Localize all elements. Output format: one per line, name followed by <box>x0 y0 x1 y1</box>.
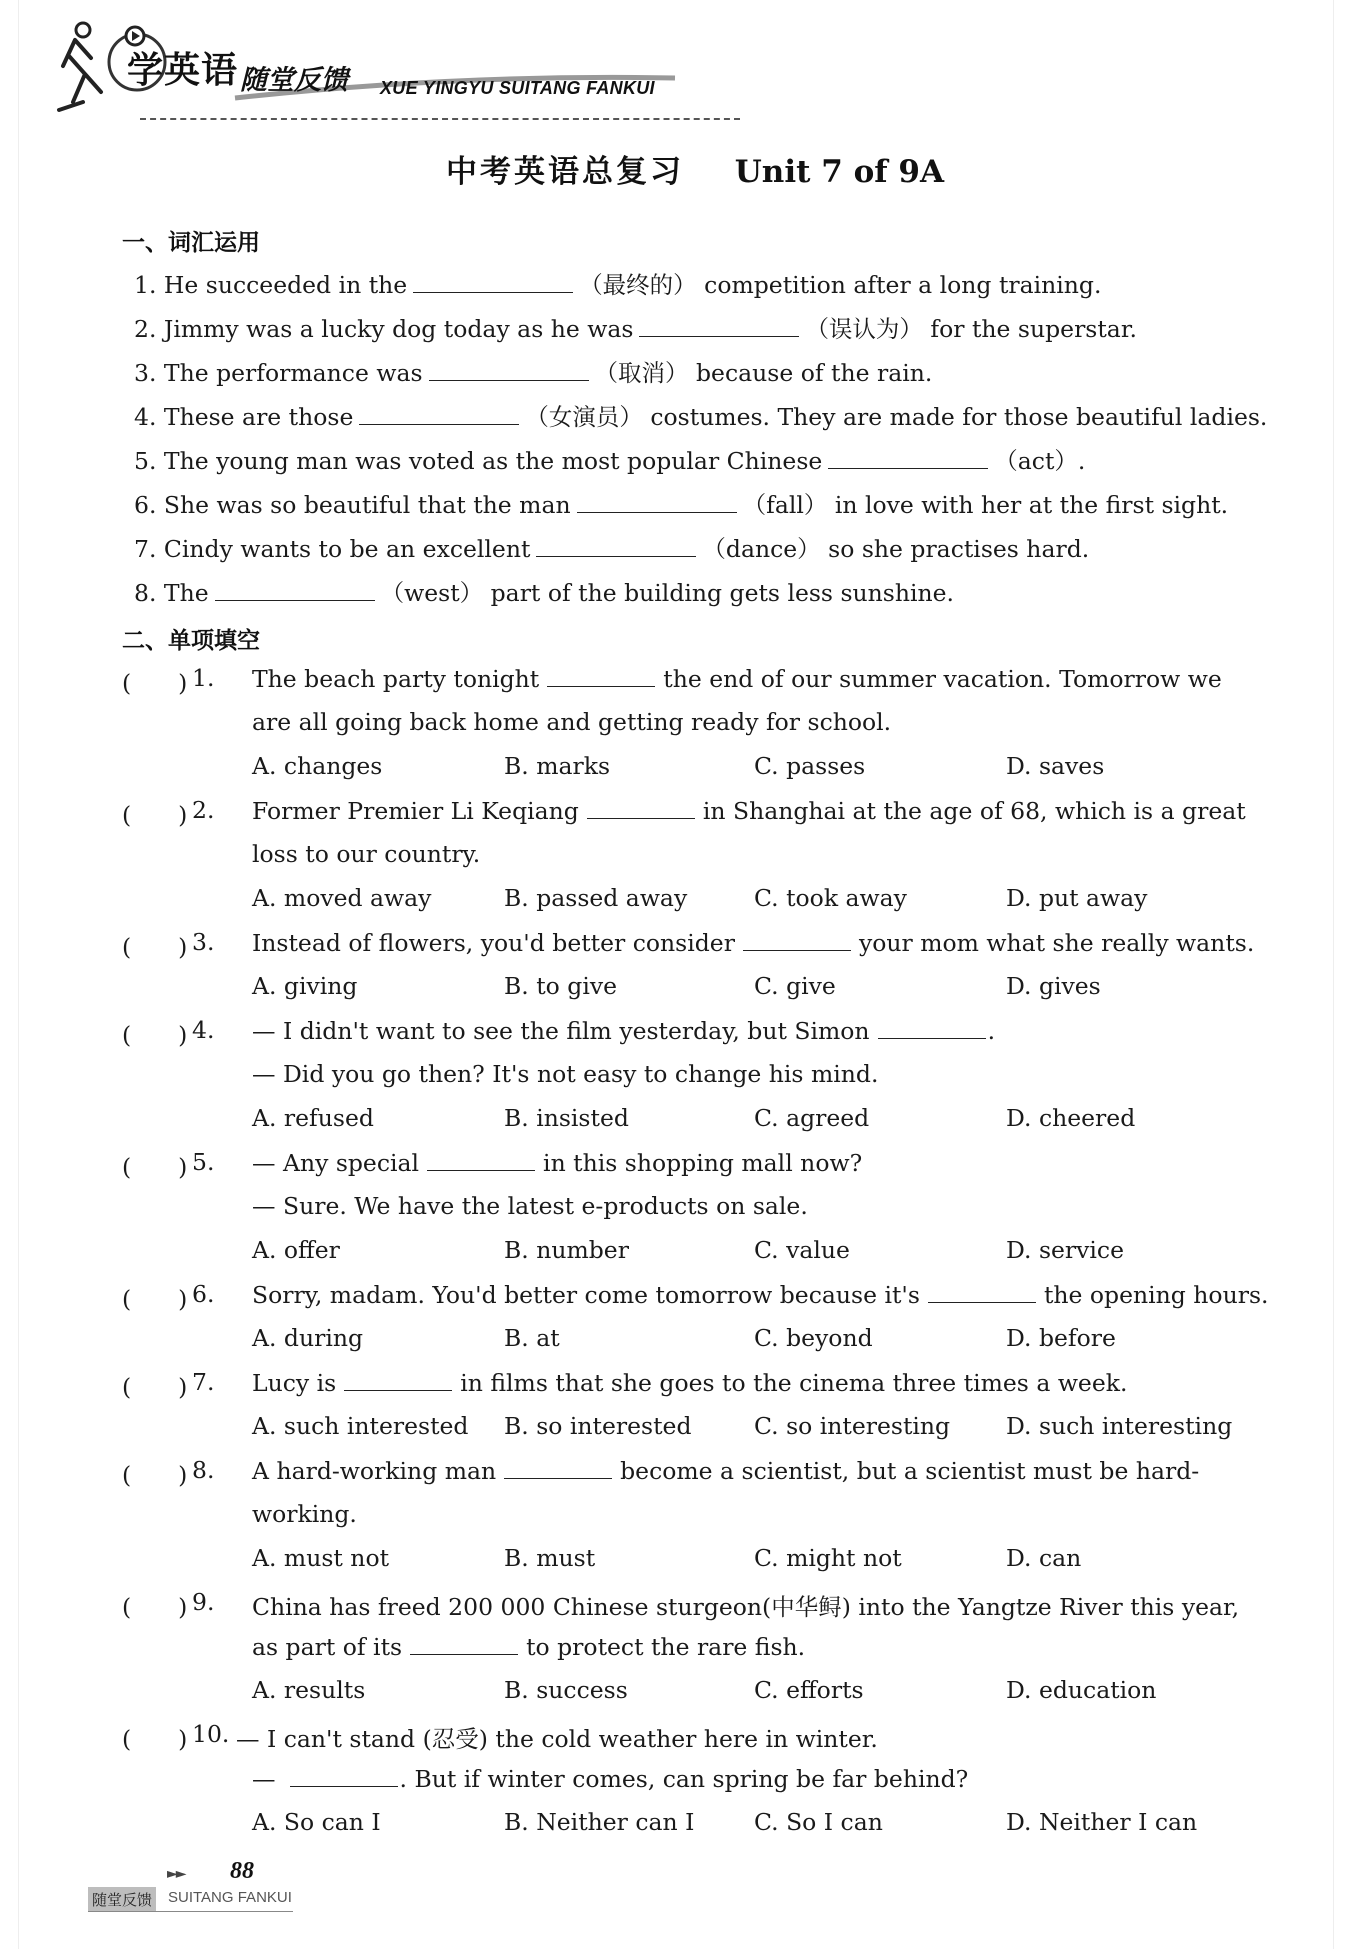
option-b[interactable]: B. so interested <box>504 1412 692 1440</box>
question-text-after: your mom what she really wants. <box>858 929 1255 957</box>
brand-title: 学英语 <box>127 50 239 91</box>
continuation-before: as part of its <box>252 1633 403 1661</box>
options-row <box>252 1104 1262 1138</box>
option-d[interactable]: D. such interesting <box>1006 1412 1233 1440</box>
answer-blank[interactable] <box>504 1456 612 1479</box>
item-number: 5. <box>134 447 157 475</box>
answer-blank[interactable] <box>429 358 589 381</box>
options-row <box>252 1544 1262 1578</box>
item-hint: （west） <box>380 579 484 607</box>
vocab-item <box>134 398 1267 432</box>
question-number: 7. <box>192 1368 215 1396</box>
item-text-after: in love with her at the first sight. <box>834 491 1229 519</box>
option-a[interactable]: A. So can I <box>252 1808 381 1836</box>
item-number: 8. <box>134 579 157 607</box>
question-number: 6. <box>192 1280 215 1308</box>
item-hint: （取消） <box>594 359 689 387</box>
question-text <box>252 1456 1199 1485</box>
question-text <box>252 1588 1239 1622</box>
item-hint: （最终的） <box>579 271 697 299</box>
option-c[interactable]: C. So I can <box>754 1808 883 1836</box>
item-text-after: part of the building gets less sunshine. <box>490 579 955 607</box>
item-text-after: for the superstar. <box>930 315 1137 343</box>
option-d[interactable]: D. education <box>1006 1676 1157 1704</box>
item-text-before: These are those <box>163 403 354 431</box>
page-title <box>0 146 1350 191</box>
options-row <box>252 1236 1262 1270</box>
page-number: 88 <box>230 1858 254 1884</box>
answer-blank[interactable] <box>878 1016 986 1039</box>
question-number: 5. <box>192 1148 215 1176</box>
answer-blank[interactable] <box>290 1764 398 1787</box>
vocab-item <box>134 486 1228 520</box>
answer-blank[interactable] <box>639 314 799 337</box>
option-d[interactable]: D. cheered <box>1006 1104 1136 1132</box>
option-c[interactable]: C. efforts <box>754 1676 864 1704</box>
option-d[interactable]: D. before <box>1006 1324 1116 1352</box>
question-text <box>236 1720 878 1754</box>
answer-blank[interactable] <box>410 1632 518 1655</box>
question-text-before: — I didn't want to see the film yesterday, but Simon <box>252 1017 870 1045</box>
option-a[interactable]: A. moved away <box>252 884 432 912</box>
item-number: 6. <box>134 491 157 519</box>
options-row <box>252 752 1262 786</box>
answer-blank[interactable] <box>427 1148 535 1171</box>
question-text-before: — Any special <box>252 1149 420 1177</box>
item-hint: （act）. <box>994 447 1086 475</box>
option-d[interactable]: D. saves <box>1006 752 1105 780</box>
question-number: 2. <box>192 796 215 824</box>
question-number: 3. <box>192 928 215 956</box>
question-number: 9. <box>192 1588 215 1616</box>
question-number: 10. <box>192 1720 230 1748</box>
footer-pinyin: SUITANG FANKUI <box>168 1889 292 1906</box>
question-text-after: in this shopping mall now? <box>543 1149 863 1177</box>
question-text-before: Lucy is <box>252 1369 337 1397</box>
question-text <box>252 1280 1268 1309</box>
question-text <box>252 664 1222 693</box>
item-text-before: He succeeded in the <box>163 271 408 299</box>
option-a[interactable]: A. must not <box>252 1544 390 1572</box>
option-d[interactable]: D. service <box>1006 1236 1125 1264</box>
question-text-after: in Shanghai at the age of 68, which is a great <box>702 797 1246 825</box>
option-c[interactable]: C. give <box>754 972 836 1000</box>
item-text-before: She was so beautiful that the man <box>163 491 571 519</box>
option-d[interactable]: D. Neither I can <box>1006 1808 1198 1836</box>
question-continuation: — Did you go then? It's not easy to change his mind. <box>252 1060 879 1088</box>
option-c[interactable]: C. might not <box>754 1544 902 1572</box>
option-c[interactable]: C. passes <box>754 752 866 780</box>
options-row <box>252 884 1262 918</box>
vocab-item <box>134 530 1089 564</box>
option-b[interactable]: B. insisted <box>504 1104 629 1132</box>
option-c[interactable]: C. agreed <box>754 1104 870 1132</box>
item-text-after: competition after a long training. <box>704 271 1102 299</box>
question-text <box>252 1016 995 1045</box>
options-row <box>252 1676 1262 1710</box>
footer-label: 随堂反馈 <box>88 1887 156 1912</box>
item-text-after: because of the rain. <box>696 359 933 387</box>
item-text-before: Cindy wants to be an excellent <box>163 535 531 563</box>
item-hint: （误认为） <box>805 315 923 343</box>
answer-bracket[interactable]: ( ) <box>122 933 188 961</box>
option-b[interactable]: B. at <box>504 1324 560 1352</box>
options-row <box>252 1412 1262 1446</box>
option-d[interactable]: D. gives <box>1006 972 1101 1000</box>
answer-blank[interactable] <box>344 1368 452 1391</box>
option-b[interactable]: B. success <box>504 1676 628 1704</box>
item-hint: （fall） <box>742 491 828 519</box>
options-row <box>252 1324 1262 1358</box>
option-a[interactable]: A. offer <box>252 1236 340 1264</box>
question-continuation: working. <box>252 1500 357 1528</box>
item-number: 4. <box>134 403 157 431</box>
continuation-after: . But if winter comes, can spring be far behind? <box>399 1765 969 1793</box>
option-b[interactable]: B. passed away <box>504 884 688 912</box>
question-text <box>252 928 1254 957</box>
answer-blank[interactable] <box>828 446 988 469</box>
item-text-before: The young man was voted as the most popular Chinese <box>163 447 823 475</box>
question-text-before: A hard-working man <box>252 1457 497 1485</box>
section-heading-multiple-choice: 二、单项填空 <box>122 628 260 654</box>
question-text-after: the opening hours. <box>1043 1281 1269 1309</box>
question-text-before: Instead of flowers, you'd better consider <box>252 929 735 957</box>
continuation-after: to protect the rare fish. <box>526 1633 806 1661</box>
option-b[interactable]: B. marks <box>504 752 611 780</box>
question-number: 1. <box>192 664 215 692</box>
header-divider <box>140 118 740 120</box>
question-continuation: — Sure. We have the latest e-products on sale. <box>252 1192 808 1220</box>
item-text-before: The <box>163 579 209 607</box>
question-text-before: Sorry, madam. You'd better come tomorrow because it's <box>252 1281 920 1309</box>
vocab-item <box>134 310 1137 344</box>
answer-bracket[interactable]: ( ) <box>122 1153 188 1181</box>
option-a[interactable]: A. giving <box>252 972 358 1000</box>
option-c[interactable]: C. so interesting <box>754 1412 951 1440</box>
question-continuation: loss to our country. <box>252 840 481 868</box>
brand-subtitle: 随堂反馈 <box>240 65 348 96</box>
question-text-before: Former Premier Li Keqiang <box>252 797 579 825</box>
answer-blank[interactable] <box>359 402 519 425</box>
item-number: 2. <box>134 315 157 343</box>
item-hint: （dance） <box>702 535 821 563</box>
option-d[interactable]: D. can <box>1006 1544 1082 1572</box>
item-text-before: Jimmy was a lucky dog today as he was <box>163 315 634 343</box>
title-chinese: 中考英语总复习 <box>445 154 684 190</box>
footer-divider <box>88 1911 293 1912</box>
question-number: 8. <box>192 1456 215 1484</box>
answer-blank[interactable] <box>928 1280 1036 1303</box>
option-c[interactable]: C. beyond <box>754 1324 873 1352</box>
answer-bracket[interactable]: ( ) <box>122 1461 188 1489</box>
question-text-before: China has freed 200 000 Chinese sturgeon(中华鲟) into the Yangtze River this year, <box>252 1593 1240 1621</box>
question-text <box>252 1148 862 1177</box>
question-text-after: in films that she goes to the cinema three times a week. <box>460 1369 1128 1397</box>
answer-blank[interactable] <box>743 928 851 951</box>
item-text-after: costumes. They are made for those beautiful ladies. <box>650 403 1268 431</box>
answer-bracket[interactable]: ( ) <box>122 1373 188 1401</box>
options-row <box>252 1808 1262 1842</box>
item-hint: （女演员） <box>525 403 643 431</box>
option-b[interactable]: B. to give <box>504 972 618 1000</box>
answer-bracket[interactable]: ( ) <box>122 669 188 697</box>
question-continuation: are all going back home and getting ready for school. <box>252 708 892 736</box>
option-a[interactable]: A. refused <box>252 1104 374 1132</box>
vocab-item <box>134 266 1101 300</box>
answer-bracket[interactable]: ( ) <box>122 801 188 829</box>
answer-blank[interactable] <box>547 664 655 687</box>
vocab-item <box>134 574 954 608</box>
title-english: Unit 7 of 9A <box>734 154 945 190</box>
question-continuation <box>252 1632 805 1661</box>
question-text <box>252 1368 1127 1397</box>
option-a[interactable]: A. results <box>252 1676 366 1704</box>
option-a[interactable]: A. during <box>252 1324 364 1352</box>
section-heading-vocabulary: 一、词汇运用 <box>122 230 260 256</box>
answer-blank[interactable] <box>587 796 695 819</box>
answer-blank[interactable] <box>413 270 573 293</box>
answer-blank[interactable] <box>536 534 696 557</box>
question-text-before: The beach party tonight <box>252 665 540 693</box>
item-text-after: so she practises hard. <box>828 535 1090 563</box>
options-row <box>252 972 1262 1006</box>
continuation-before: — <box>252 1765 276 1793</box>
vocab-item <box>134 442 1085 476</box>
answer-bracket[interactable]: ( ) <box>122 1285 188 1313</box>
vocab-item <box>134 354 932 388</box>
item-number: 3. <box>134 359 157 387</box>
answer-bracket[interactable]: ( ) <box>122 1593 188 1621</box>
answer-blank[interactable] <box>215 578 375 601</box>
page-arrow-icon: ►► <box>167 1866 185 1882</box>
question-text <box>252 796 1246 825</box>
option-a[interactable]: A. changes <box>252 752 383 780</box>
option-b[interactable]: B. number <box>504 1236 629 1264</box>
question-text-after: become a scientist, but a scientist must be hard- <box>620 1457 1200 1485</box>
question-continuation <box>252 1764 968 1793</box>
option-b[interactable]: B. must <box>504 1544 596 1572</box>
header-banner <box>55 18 695 118</box>
option-c[interactable]: C. took away <box>754 884 907 912</box>
answer-bracket[interactable]: ( ) <box>122 1021 188 1049</box>
answer-blank[interactable] <box>577 490 737 513</box>
question-text-before: — I can't stand (忍受) the cold weather here in winter. <box>236 1725 878 1753</box>
brand-pinyin: XUE YINGYU SUITANG FANKUI <box>380 78 655 98</box>
item-text-before: The performance was <box>163 359 423 387</box>
item-number: 7. <box>134 535 157 563</box>
answer-bracket[interactable]: ( ) <box>122 1725 188 1753</box>
item-number: 1. <box>134 271 157 299</box>
question-number: 4. <box>192 1016 215 1044</box>
option-b[interactable]: B. Neither can I <box>504 1808 695 1836</box>
question-text-after: the end of our summer vacation. Tomorrow we <box>663 665 1222 693</box>
option-d[interactable]: D. put away <box>1006 884 1148 912</box>
option-c[interactable]: C. value <box>754 1236 850 1264</box>
question-text-after: . <box>987 1017 996 1045</box>
option-a[interactable]: A. such interested <box>252 1412 469 1440</box>
